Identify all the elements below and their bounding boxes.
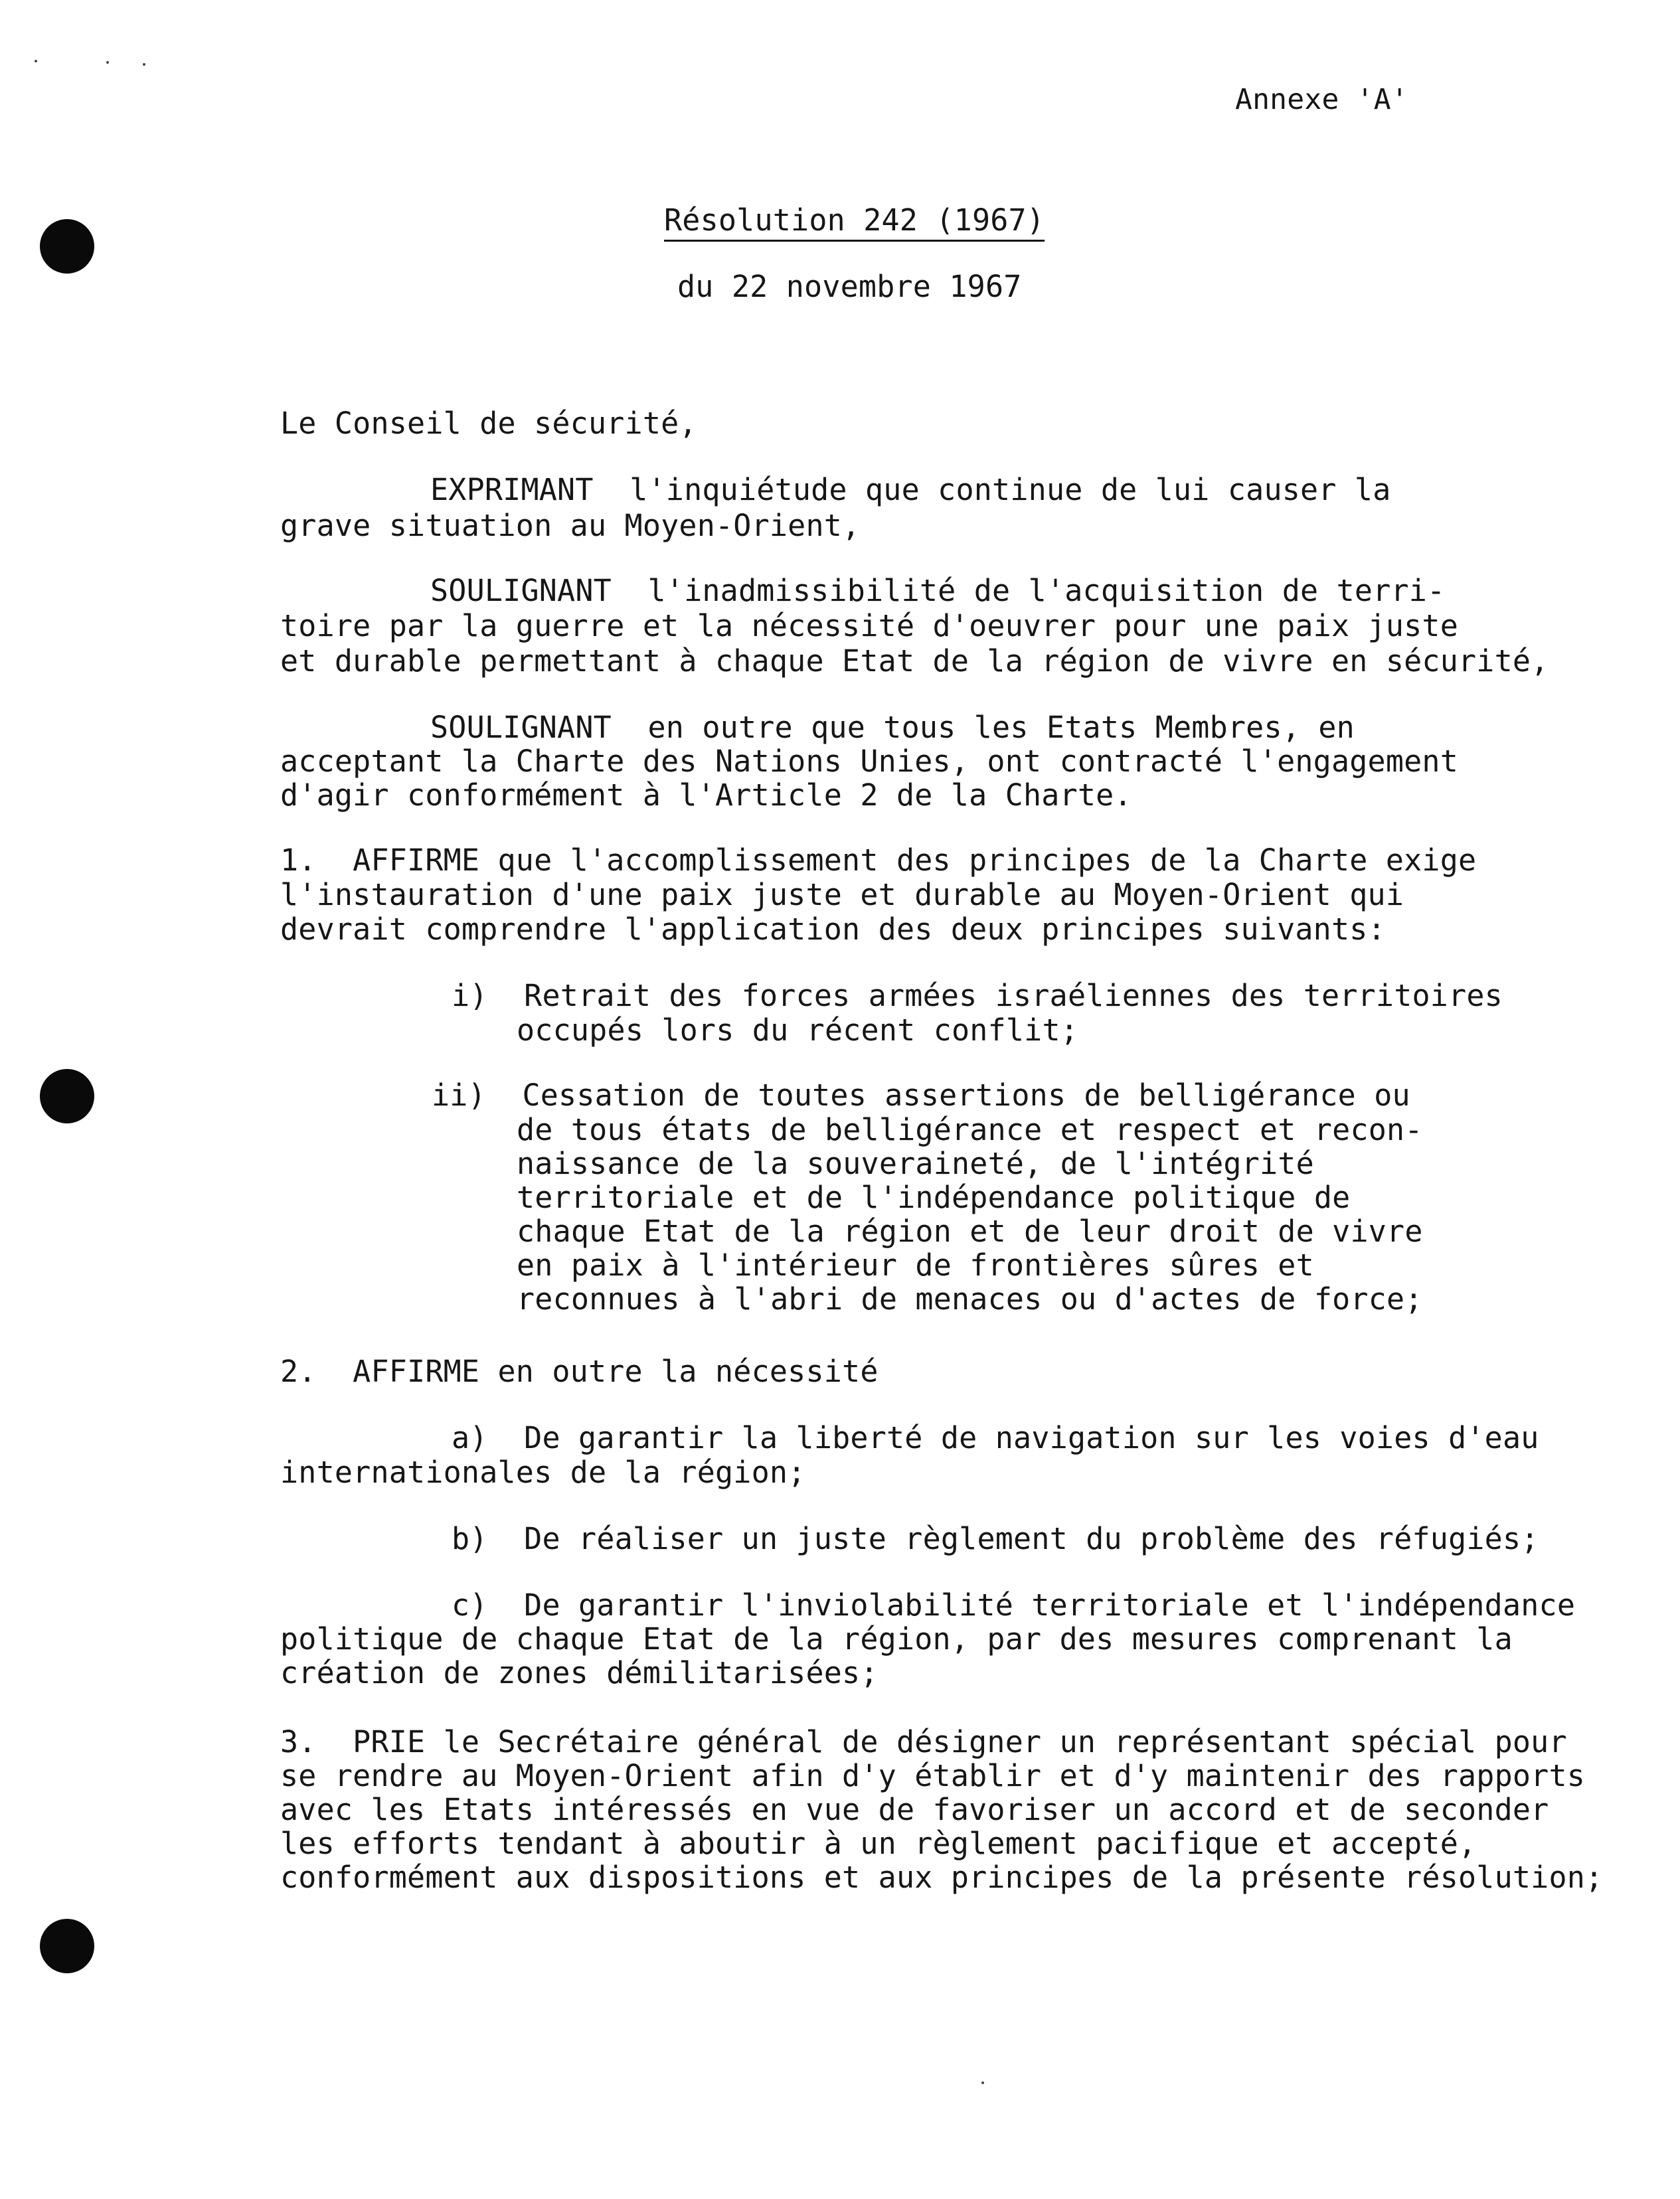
preamble-line: SOULIGNANT en outre que tous les Etats Membres, en [430,710,1355,745]
preamble-line: et durable permettant à chaque Etat de la région de vivre en sécurité, [280,643,1549,679]
sub-item-line: occupés lors du récent conflit; [517,1013,1079,1048]
punch-hole-bottom [40,1919,94,1973]
scan-speck [35,60,37,62]
sub-item-line: territoriale et de l'indépendance politique de [517,1180,1351,1215]
sub-item-line: reconnues à l'abri de menaces ou d'actes de force; [517,1281,1423,1317]
operative-paragraph-line: 3. PRIE le Secrétaire général de désigner un représentant spécial pour [280,1724,1567,1759]
sub-item-line: internationales de la région; [280,1455,806,1490]
sub-item-line: ii) Cessation de toutes assertions de belligérance ou [432,1078,1410,1113]
operative-paragraph-line: se rendre au Moyen-Orient afin d'y établir et d'y maintenir des rapports [280,1758,1586,1793]
operative-paragraph-line: les efforts tendant à aboutir à un règlement pacifique et accepté, [280,1826,1477,1861]
resolution-date: du 22 novembre 1967 [677,269,1022,304]
operative-paragraph-line: conformément aux dispositions et aux principes de la présente résolution; [280,1860,1604,1895]
preamble-line: toire par la guerre et la nécessité d'oeuvrer pour une paix juste [280,608,1458,643]
scan-speck [143,63,145,66]
annex-label: Annexe 'A' [1235,83,1408,116]
punch-hole-middle [40,1069,94,1123]
preamble-addressee: Le Conseil de sécurité, [280,406,697,441]
sub-item-line: création de zones démilitarisées; [280,1655,879,1690]
scan-speck [106,61,109,64]
operative-paragraph-line: 2. AFFIRME en outre la nécessité [280,1354,879,1389]
punch-hole-top [40,219,94,274]
preamble-line: d'agir conformément à l'Article 2 de la Charte. [280,777,1132,813]
operative-paragraph-line: avec les Etats intéressés en vue de favoriser un accord et de seconder [280,1792,1549,1827]
preamble-line: SOULIGNANT l'inadmissibilité de l'acquisition de terri- [430,573,1446,608]
sub-item-line: naissance de la souveraineté, de l'intégrité [517,1146,1314,1181]
sub-item-line: en paix à l'intérieur de frontières sûres et [517,1248,1314,1283]
sub-item-line: chaque Etat de la région et de leur droit de vivre [517,1214,1423,1249]
sub-item-line: politique de chaque Etat de la région, par des mesures comprenant la [280,1621,1513,1657]
sub-item-line: c) De garantir l'inviolabilité territoriale et l'indépendance [452,1588,1576,1623]
operative-paragraph-line: l'instauration d'une paix juste et durable au Moyen-Orient qui [280,877,1404,912]
operative-paragraph-line: 1. AFFIRME que l'accomplissement des principes de la Charte exige [280,843,1477,878]
preamble-line: grave situation au Moyen-Orient, [280,508,861,543]
sub-item-line: b) De réaliser un juste règlement du problème des réfugiés; [452,1521,1539,1556]
sub-item-line: a) De garantir la liberté de navigation sur les voies d'eau [452,1420,1539,1455]
scan-speck [981,2081,984,2084]
resolution-title: Résolution 242 (1967) [664,203,1045,238]
preamble-line: acceptant la Charte des Nations Unies, ont contracté l'engagement [280,744,1458,779]
preamble-line: EXPRIMANT l'inquiétude que continue de lui causer la [430,472,1391,507]
sub-item-line: de tous états de belligérance et respect et recon- [517,1112,1423,1147]
operative-paragraph-line: devrait comprendre l'application des deux principes suivants: [280,912,1386,947]
sub-item-line: i) Retrait des forces armées israéliennes des territoires [452,978,1503,1013]
